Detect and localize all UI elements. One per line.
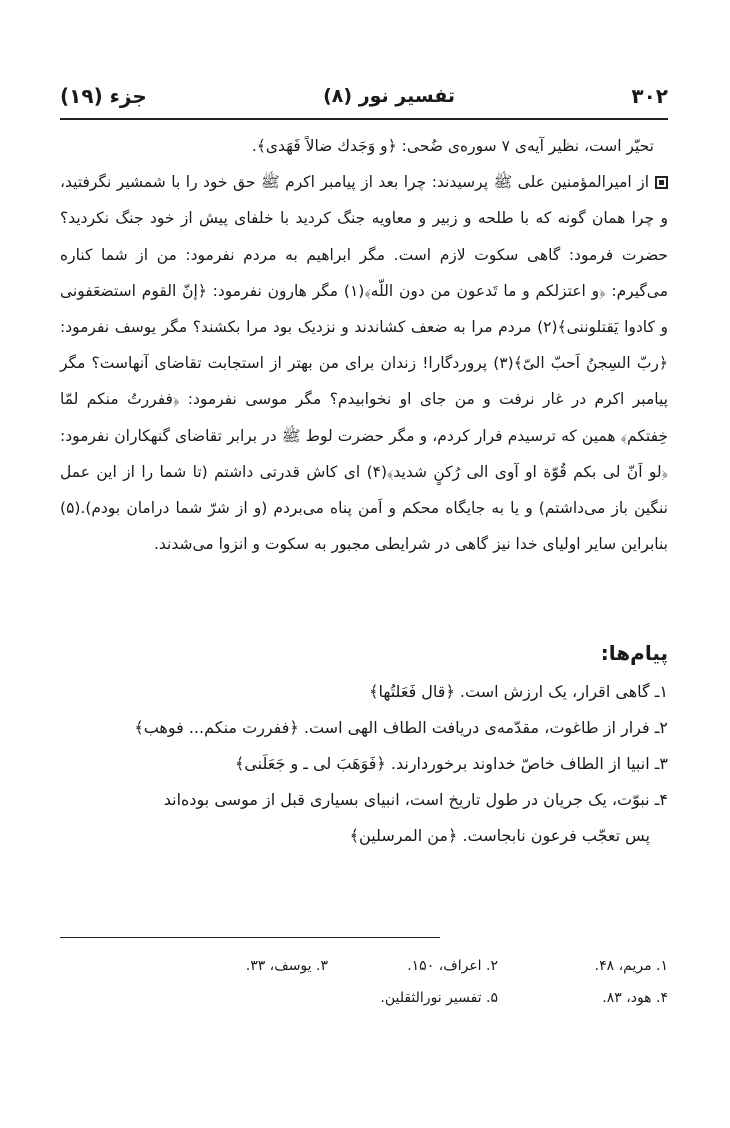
part-number: جزء (۱۹) xyxy=(60,84,147,108)
commentary-paragraph xyxy=(60,164,668,562)
square-bullet-icon xyxy=(655,176,668,189)
message-item xyxy=(60,746,668,782)
message-text: ۳ـ انبیا از الطاف خاصّ خداوند برخوردارند. ﴿فَوَهَبَ لی ـ و جَعَلَنی﴾ xyxy=(234,754,668,773)
footnotes xyxy=(60,950,668,1014)
footnote-row xyxy=(60,950,668,982)
message-item xyxy=(60,674,668,710)
book-page xyxy=(60,78,668,1078)
footnote: ۵. تفسیر نورالثقلین. xyxy=(380,990,498,1006)
header-divider xyxy=(60,118,668,120)
messages-heading: پیام‌ها: xyxy=(600,641,668,665)
footnote: ۱. مریم، ۴۸. xyxy=(594,958,668,974)
message-text: ۴ـ نبوّت، یک جریان در طول تاریخ است، انبیای بسیاری قبل از موسی بوده‌اند xyxy=(163,790,668,809)
intro-line: تحیّر است، نظیر آیه‌ی ۷ سوره‌ی ضُحی: ﴿و وَجَدك ضالاً فَهَدی﴾. xyxy=(251,137,654,155)
message-item xyxy=(60,710,668,746)
book-title: تفسیر نور (۸) xyxy=(323,85,456,107)
message-continuation: پس تعجّب فرعون نابجاست. ﴿من المرسلین﴾ xyxy=(349,826,650,845)
message-item xyxy=(60,782,668,854)
messages-list xyxy=(60,674,668,854)
messages-section xyxy=(60,638,668,854)
footnote: ۴. هود، ۸۳. xyxy=(602,990,668,1006)
running-header xyxy=(60,78,668,114)
footnote-divider xyxy=(60,937,440,938)
page-number: ۳۰۲ xyxy=(631,84,668,108)
commentary-text xyxy=(60,128,668,562)
footnote: ۳. یوسف، ۳۳. xyxy=(245,958,328,974)
message-text: ۲ـ فرار از طاغوت، مقدّمه‌ی دریافت الطاف الهی است. ﴿ففررت منکم... فوهب﴾ xyxy=(134,718,668,737)
paragraph-text: از امیرالمؤمنین علی ﷺ پرسیدند: چرا بعد از پیامبر اکرم ﷺ حق خود را با شمشیر نگرفتید، و چرا همان گونه که با طلحه و زبیر و معاویه جنگ کردید با خلفای پیش از خود جنگ نکردید؟ حضرت فرمود: گاهی سکوت لازم است. مگر ابراهیم به مردم نفرمود: من از شما کناره می‌گیرم: ﴿و اعتزلکم و ما تَدعون من دون اللّه﴾(۱) مگر هارون نفرمود: ﴿إنّ القوم استضعَفونی و کادوا یَقتلوننی﴾(۲) مردم مرا به ضعف کشاندند و نزدیک بود مرا بکشند؟ مگر یوسف نفرمود: ﴿ربّ السِجنُ اَحبّ الیّ﴾(۳) پروردگارا! زندان برای من بهتر از استجابت تقاضای آنهاست؟ مگر پیامبر اکرم در غار نرفت و من جای او نخوابیدم؟ مگر موسی نفرمود: ﴿ففررتُ منکم لمّا خِفتکم﴾ همین که ترسیدم فرار کردم، و مگر حضرت لوط ﷺ در برابر تقاضای گنهکاران نفرمود: ﴿لو اَنّ لی بکم قُوّة او آوی الی رُکنٍ شدید﴾(۴) ای کاش قدرتی داشتم (تا شما را از این عمل ننگین باز می‌داشتم) و یا به جایگاه محکم و اَمن پناه می‌بردم (و از شرّ شما درامان بودم).(۵) بنابراین سایر اولیای خدا نیز گاهی در شرایطی مجبور به سکوت و انزوا می‌شدند. xyxy=(60,173,668,554)
message-text: ۱ـ گاهی اقرار، یک ارزش است. ﴿قال فَعَلتُها﴾ xyxy=(369,682,668,701)
footnote: ۲. اعراف، ۱۵۰. xyxy=(407,958,498,974)
footnote-row xyxy=(60,982,668,1014)
